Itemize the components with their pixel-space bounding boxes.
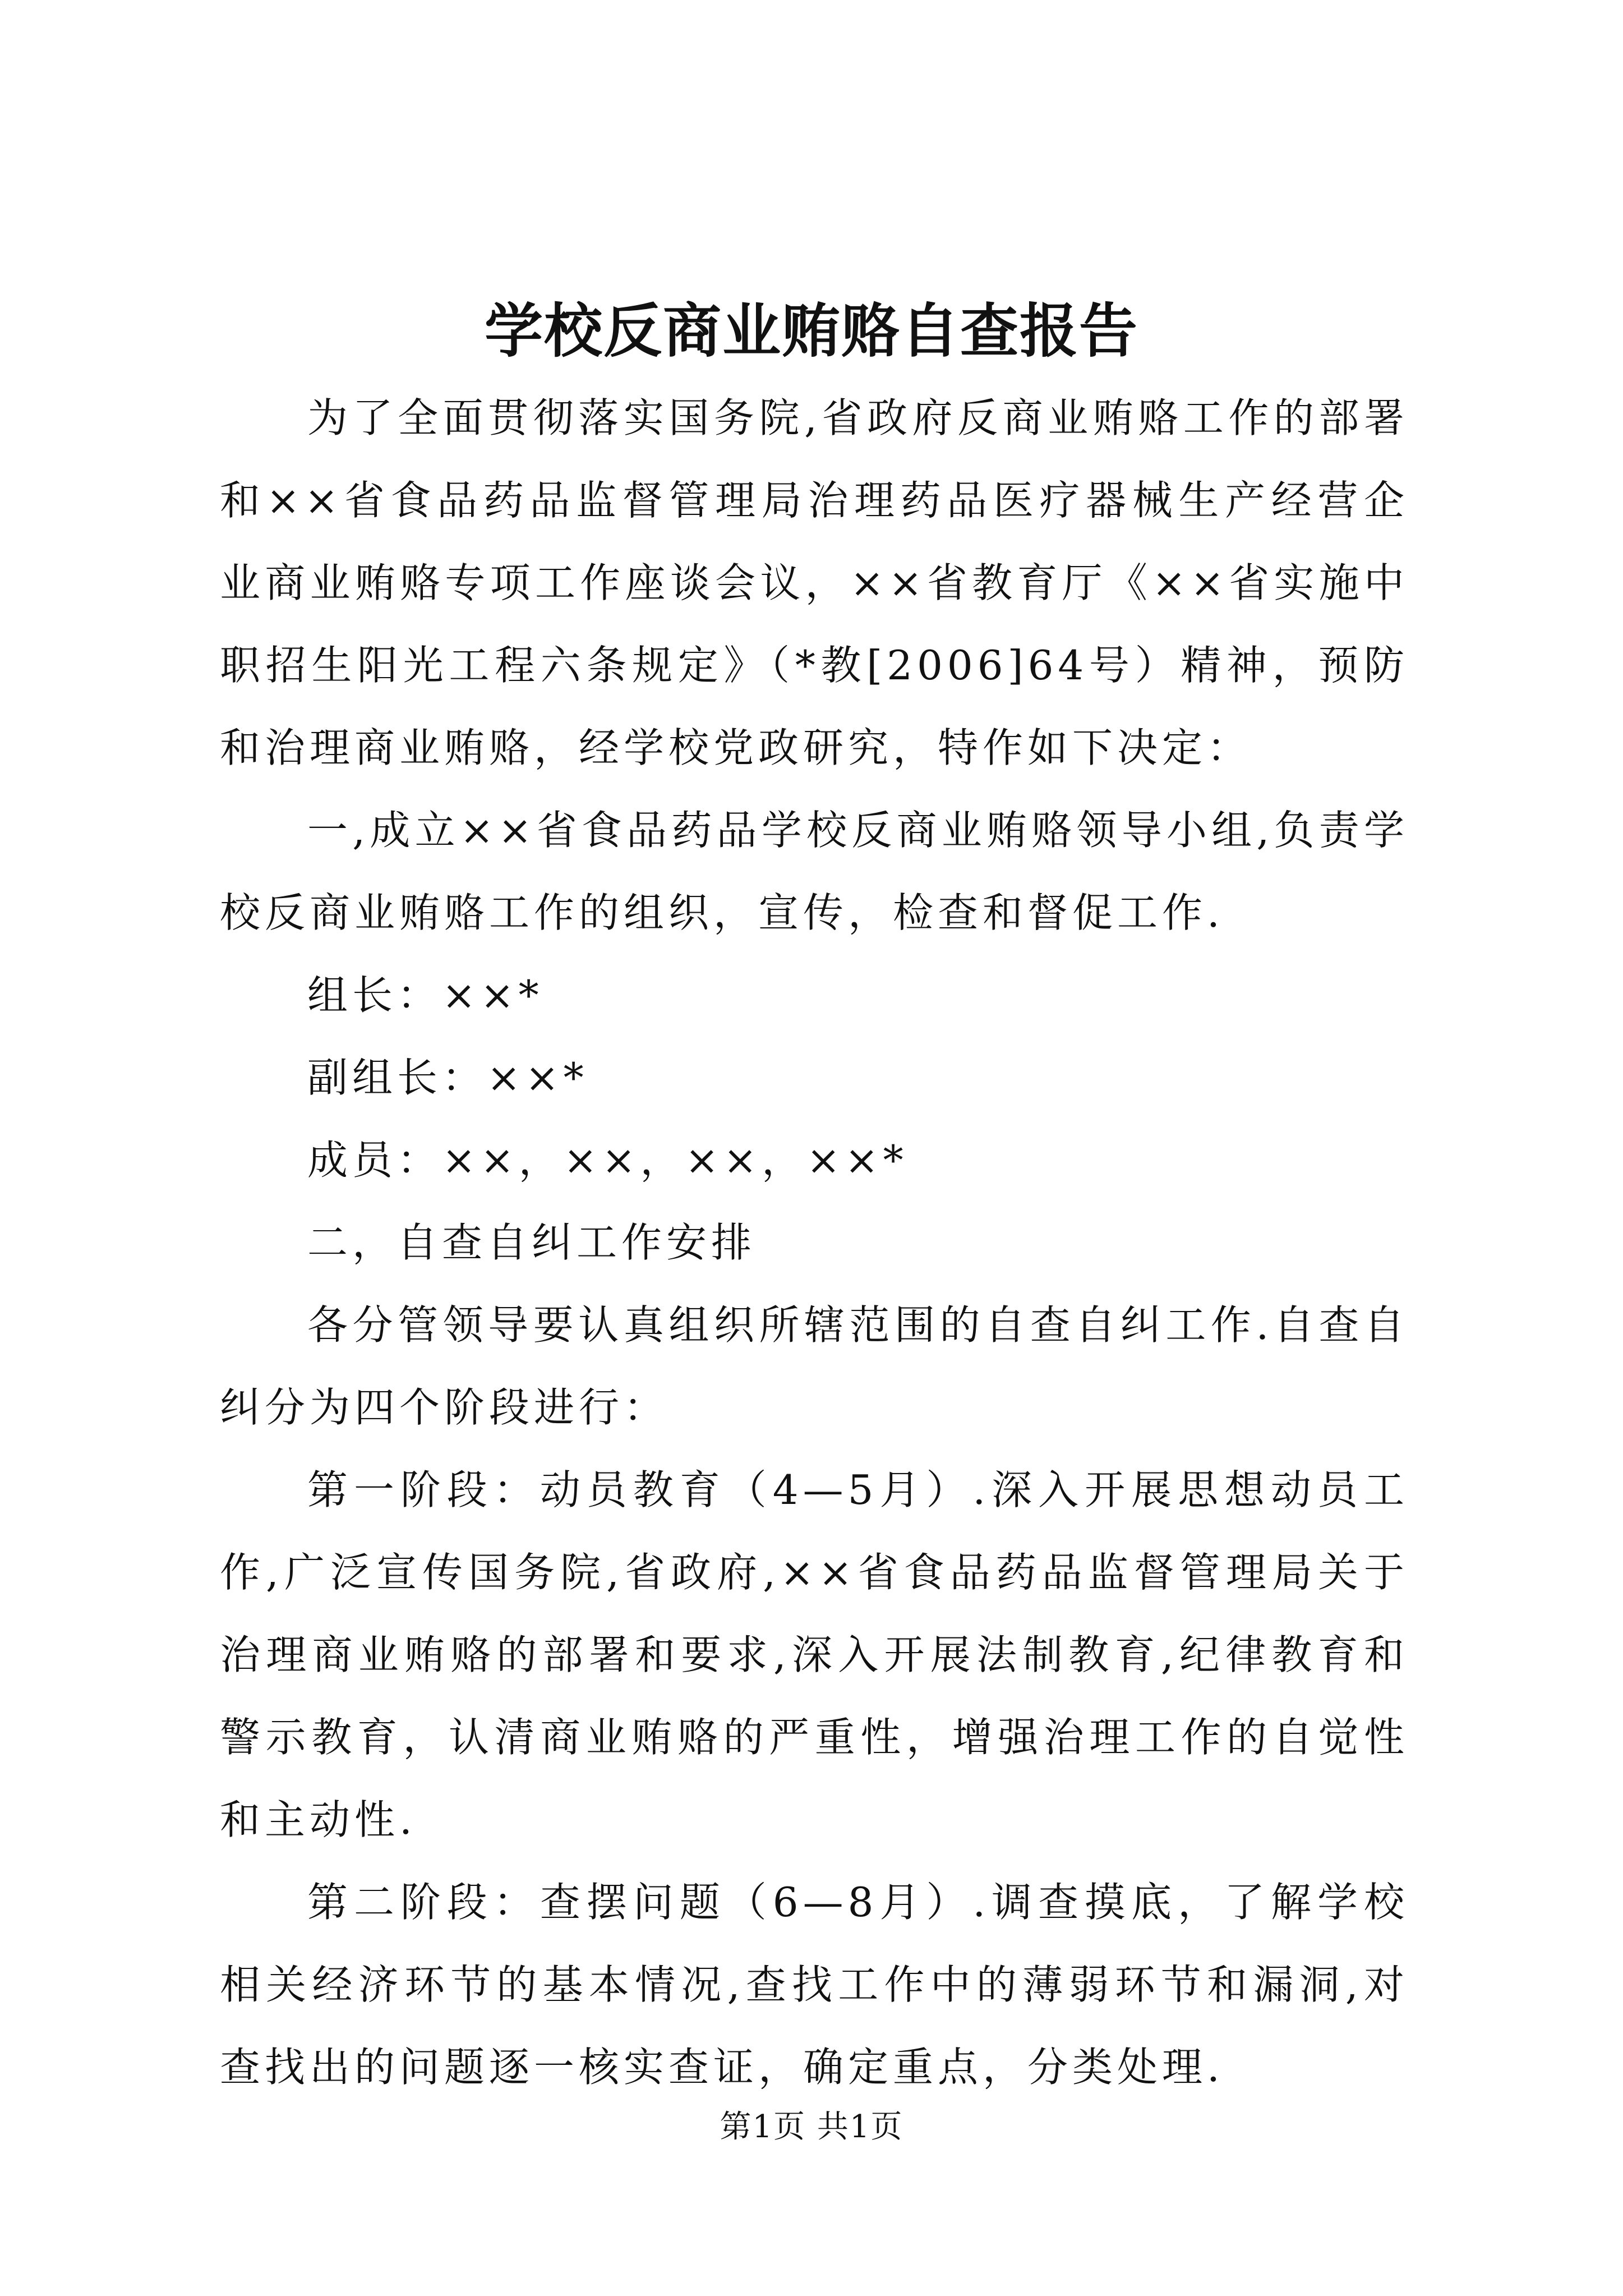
page-footer: 第1页 共1页: [720, 2109, 903, 2145]
paragraph-section-two: 二，自查自纠工作安排: [307, 1219, 757, 1266]
paragraph-stage-two: 第二阶段：查摆问题（6—8月）.调查摸底，了解学校相关经济环节的基本情况,查找工作中的薄弱环节和漏洞,对查找出的问题逐一核实查证，确定重点，分类处理.: [220, 1879, 1409, 2091]
paragraph-self-check: 各分管领导要认真组织所辖范围的自查自纠工作.自查自纠分为四个阶段进行：: [220, 1301, 1409, 1431]
paragraph-intro: 为了全面贯彻落实国务院,省政府反商业贿赂工作的部署和××省食品药品监督管理局治理药品医疗器械生产经营企业商业贿赂专项工作座谈会议，××省教育厅《××省实施中职招生阳光工程六条规定》（*教[2006]64号）精神，预防和治理商业贿赂，经学校党政研究，特作如下决定：: [220, 394, 1409, 771]
paragraph-deputy-leader: 副组长：××*: [307, 1054, 588, 1101]
paragraph-members: 成员：××，××，××，××*: [307, 1137, 908, 1184]
paragraph-leader: 组长：××*: [307, 972, 543, 1019]
paragraph-section-one: 一,成立××省食品药品学校反商业贿赂领导小组,负责学校反商业贿赂工作的组织，宣传，检查和督促工作.: [220, 807, 1409, 936]
document-body: [220, 377, 1409, 2109]
paragraph-stage-one: 第一阶段：动员教育（4—5月）.深入开展思想动员工作,广泛宣传国务院,省政府,××省食品药品监督管理局关于治理商业贿赂的部署和要求,深入开展法制教育,纪律教育和警示教育，认清商业贿赂的严重性，增强治理工作的自觉性和主动性.: [220, 1466, 1409, 1843]
document-title: 学校反商业贿赂自查报告: [484, 296, 1138, 365]
